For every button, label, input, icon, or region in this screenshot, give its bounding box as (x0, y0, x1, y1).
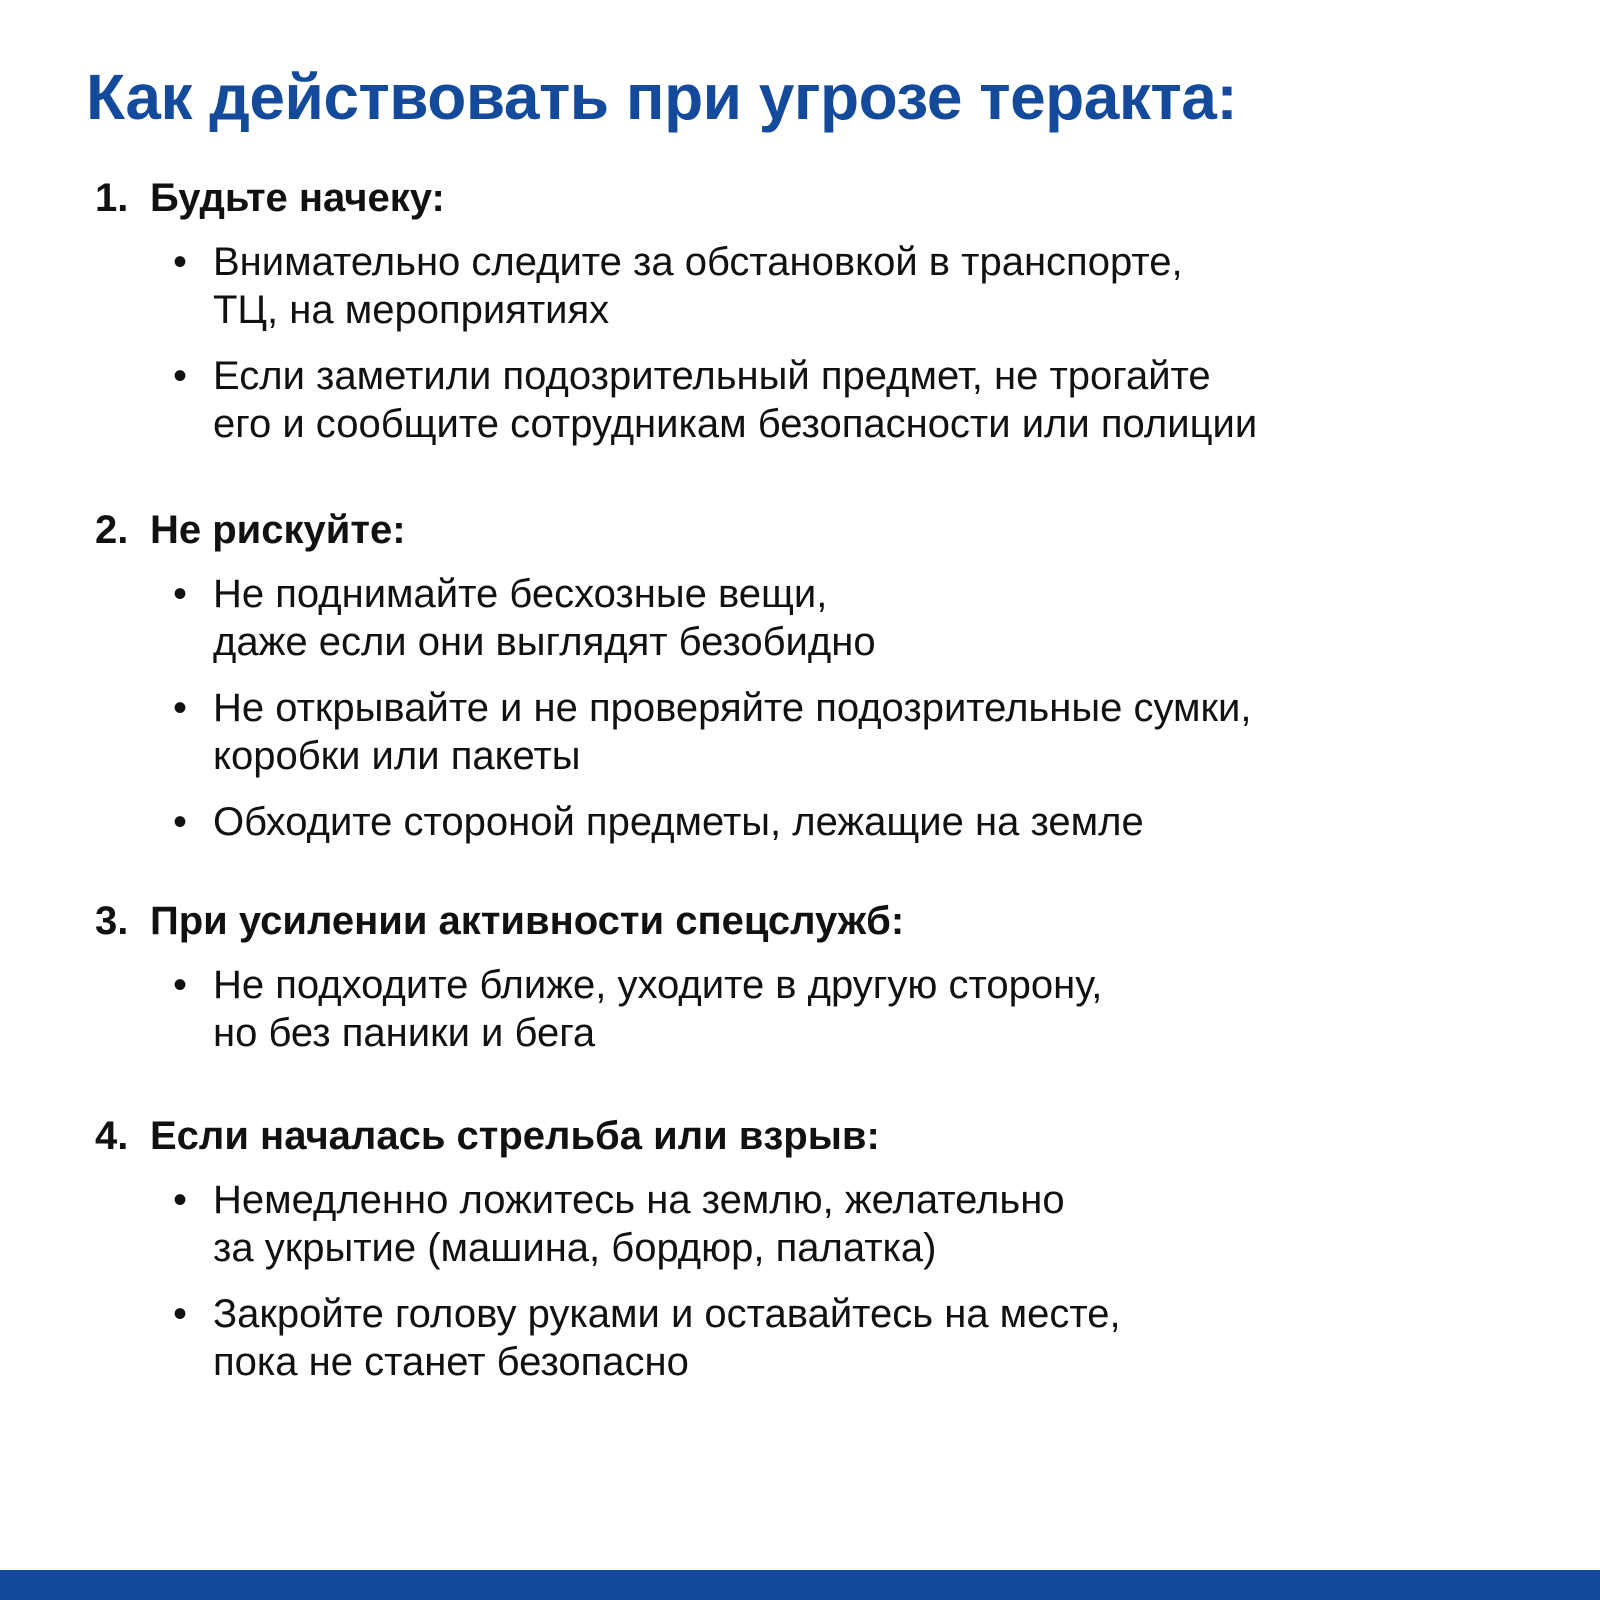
section-number: 3. (95, 899, 129, 943)
page-title: Как действовать при угрозе теракта: (86, 61, 1238, 133)
section-heading (95, 893, 1535, 949)
list-item-text: Обходите стороной предметы, лежащие на земле (213, 800, 1144, 844)
list-item-text: пока не станет безопасно (213, 1340, 689, 1384)
bullet-icon: • (173, 1292, 188, 1336)
list-item (173, 1176, 1535, 1272)
bullet-list (95, 1176, 1535, 1386)
section-shooting-explosion (95, 1108, 1535, 1404)
section-dont-risk (95, 502, 1535, 864)
list-item-text: Внимательно следите за обстановкой в транспорте, (213, 240, 1183, 284)
section-heading (95, 170, 1535, 226)
section-heading (95, 1108, 1535, 1164)
bullet-icon: • (173, 800, 188, 844)
section-title: При усилении активности спецслужб: (150, 899, 905, 943)
section-title: Не рискуйте: (150, 508, 406, 552)
list-item (173, 684, 1535, 780)
list-item (173, 798, 1535, 846)
list-item-text: Немедленно ложитесь на землю, желательно (213, 1178, 1065, 1222)
bullet-icon: • (173, 240, 188, 284)
section-heading (95, 502, 1535, 558)
bullet-icon: • (173, 686, 188, 730)
bullet-list (95, 570, 1535, 846)
section-title: Будьте начеку: (150, 176, 445, 220)
list-item-text: ТЦ, на мероприятиях (213, 288, 610, 332)
list-item-text: Не подходите ближе, уходите в другую сторону, (213, 963, 1103, 1007)
section-security-activity (95, 893, 1535, 1075)
list-item (173, 238, 1535, 334)
list-item-text: но без паники и бега (213, 1011, 596, 1055)
list-item (173, 1290, 1535, 1386)
list-item-text: коробки или пакеты (213, 734, 581, 778)
section-number: 2. (95, 508, 129, 552)
section-number: 4. (95, 1114, 129, 1158)
bullet-list (95, 238, 1535, 448)
list-item (173, 352, 1535, 448)
list-item-text: Не открывайте и не проверяйте подозрительные сумки, (213, 686, 1252, 730)
bullet-icon: • (173, 1178, 188, 1222)
list-item-text: Закройте голову руками и оставайтесь на месте, (213, 1292, 1121, 1336)
bullet-icon: • (173, 354, 188, 398)
list-item-text: Если заметили подозрительный предмет, не трогайте (213, 354, 1211, 398)
list-item (173, 570, 1535, 666)
bullet-icon: • (173, 572, 188, 616)
list-item-text: за укрытие (машина, бордюр, палатка) (213, 1226, 937, 1270)
section-title: Если началась стрельба или взрыв: (150, 1114, 880, 1158)
list-item (173, 961, 1535, 1057)
bullet-icon: • (173, 963, 188, 1007)
list-item-text: его и сообщите сотрудникам безопасности или полиции (213, 402, 1258, 446)
bottom-accent-bar (0, 1570, 1600, 1600)
list-item-text: даже если они выглядят безобидно (213, 620, 876, 664)
bullet-list (95, 961, 1535, 1057)
list-item-text: Не поднимайте бесхозные вещи, (213, 572, 828, 616)
section-number: 1. (95, 176, 129, 220)
section-be-alert (95, 170, 1535, 466)
